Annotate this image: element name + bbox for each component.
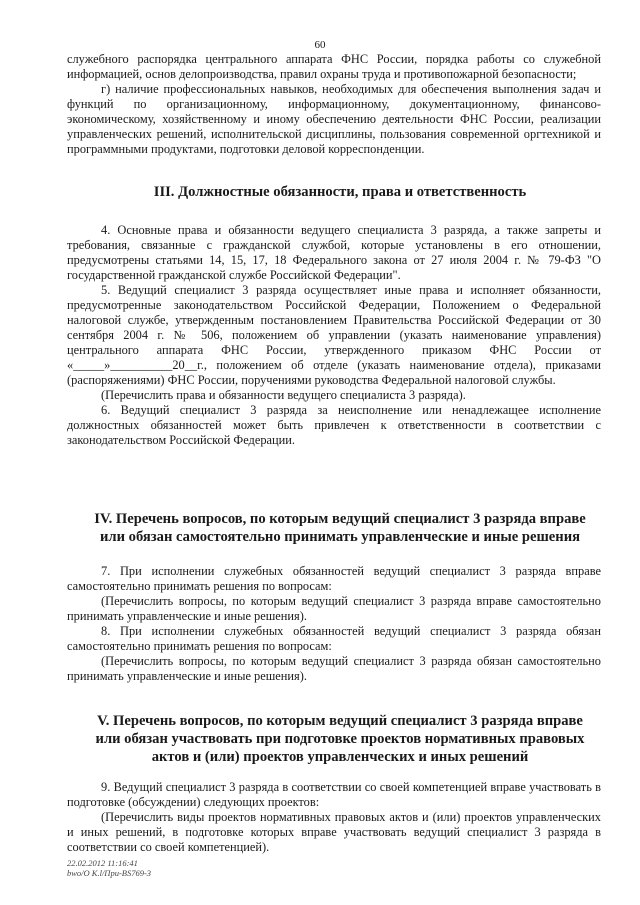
- heading-line: или обязан участвовать при подготовке проектов нормативных правовых: [95, 731, 585, 747]
- paragraph-8: 8. При исполнении служебных обязанностей ведущий специалист 3 разряда обязан самостоятельно принимать решения по вопросам:: [67, 624, 601, 653]
- paragraph-7-note: (Перечислить вопросы, по которым ведущий специалист 3 разряда вправе самостоятельно принимать управленческие и иные решения).: [67, 594, 601, 623]
- section-5-body: [67, 780, 601, 855]
- paragraph-4: 4. Основные права и обязанности ведущего специалиста 3 разряда, а также запреты и требования, связанные с гражданской службой, которые установлены в его отношении, предусмотрены статьями 14, 15, 17, 18 Федерального закона от 27 июля 2004 г. № 79-ФЗ "О государственной гражданской службе Российской Федерации".: [67, 223, 601, 282]
- footer-timestamp: 22.02.2012 11:16:41: [67, 858, 138, 868]
- print-footer: [67, 858, 151, 878]
- paragraph-6: 6. Ведущий специалист 3 разряда за неисполнение или ненадлежащее исполнение должностных обязанностей может быть привлечен к ответственности в соответствии с законодательством Российской Федерации.: [67, 403, 601, 447]
- section-5-heading: [60, 712, 620, 766]
- section-4-body: [67, 564, 601, 684]
- paragraph-9-note: (Перечислить виды проектов нормативных правовых актов и (или) проектов управленческих и иных решений, в подготовке которых вправе участвовать ведущий специалист 3 разряда в соответствии со своей компетенцией).: [67, 810, 601, 854]
- paragraph-5: 5. Ведущий специалист 3 разряда осуществляет иные права и исполняет обязанности, предусмотренные законодательством Российской Федерации, Положением о Федеральной налоговой службе, утвержденным постановлением Правительства Российской Федерации от 30 сентября 2004 г. № 506, положением об управлении (указать наименование управления) центрального аппарата ФНС России, утвержденного приказом ФНС России от «_____»__________20__г., положением об отделе (указать наименование отдела), приказами (распоряжениями) ФНС России, поручениями руководства Федеральной налоговой службы.: [67, 283, 601, 387]
- section-4-heading: [60, 510, 620, 546]
- top-text-block: [67, 52, 601, 157]
- heading-line: актов и (или) проектов управленческих и иных решений: [151, 749, 529, 765]
- heading-line: V. Перечень вопросов, по которым ведущий специалист 3 разряда вправе: [97, 713, 583, 729]
- paragraph-7: 7. При исполнении служебных обязанностей ведущий специалист 3 разряда вправе самостоятельно принимать решения по вопросам:: [67, 564, 601, 593]
- heading-line: или обязан самостоятельно принимать управленческие и иные решения: [100, 529, 580, 545]
- paragraph-9: 9. Ведущий специалист 3 разряда в соответствии со своей компетенцией вправе участвовать в подготовке (обсуждении) следующих проектов:: [67, 780, 601, 809]
- paragraph: служебного распорядка центрального аппарата ФНС России, порядка работы со служебной информацией, основ делопроизводства, правил охраны труда и противопожарной безопасности;: [67, 52, 601, 81]
- paragraph: г) наличие профессиональных навыков, необходимых для обеспечения выполнения задач и функций по организационному, информационному, документационному, финансово-экономическому, хозяйственному и иному обеспечению деятельности ФНС России, реализации управленческих решений, исполнительской дисциплины, пользования современной оргтехникой и программными продуктами, подготовки деловой корреспонденции.: [67, 82, 601, 156]
- section-3-body: [67, 223, 601, 448]
- footer-code: bwo/O K.l/При-BS769-3: [67, 868, 152, 878]
- paragraph-5-note: (Перечислить права и обязанности ведущего специалиста 3 разряда).: [101, 388, 466, 402]
- heading-line: IV. Перечень вопросов, по которым ведущий специалист 3 разряда вправе: [94, 511, 586, 527]
- paragraph-8-note: (Перечислить вопросы, по которым ведущий специалист 3 разряда обязан самостоятельно принимать управленческие и иные решения).: [67, 654, 601, 683]
- page-number: 60: [314, 39, 326, 51]
- section-3-heading: III. Должностные обязанности, права и ответственность: [153, 184, 527, 200]
